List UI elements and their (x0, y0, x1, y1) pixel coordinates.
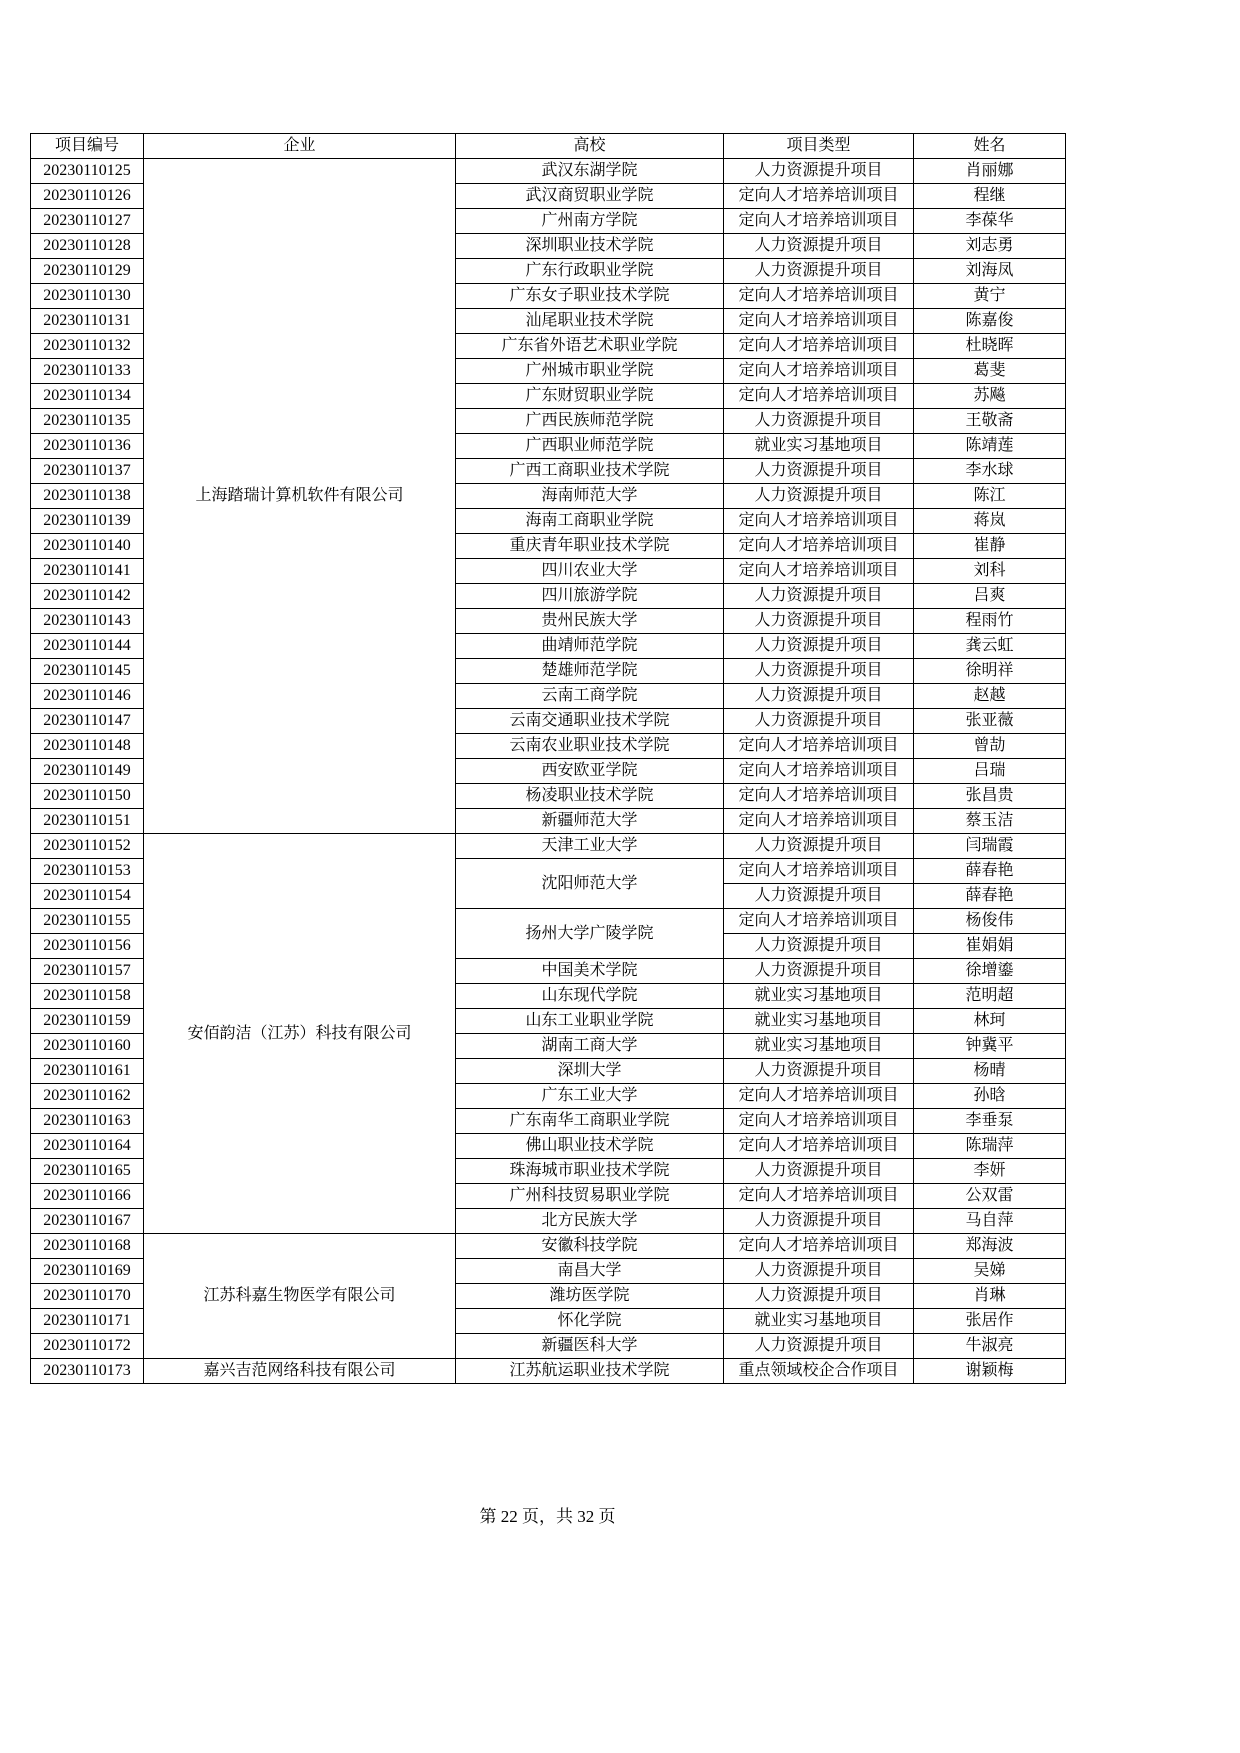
person-name-cell: 吕瑞 (914, 759, 1066, 784)
school-cell: 云南农业职业技术学院 (456, 734, 724, 759)
project-id-cell: 20230110129 (31, 259, 144, 284)
person-name-cell: 吕爽 (914, 584, 1066, 609)
project-type-cell: 定向人才培养培训项目 (724, 334, 914, 359)
project-id-cell: 20230110140 (31, 534, 144, 559)
project-id-cell: 20230110133 (31, 359, 144, 384)
project-type-cell: 定向人才培养培训项目 (724, 909, 914, 934)
project-id-cell: 20230110146 (31, 684, 144, 709)
project-id-cell: 20230110142 (31, 584, 144, 609)
person-name-cell: 陈靖莲 (914, 434, 1066, 459)
person-name-cell: 林珂 (914, 1009, 1066, 1034)
school-cell: 怀化学院 (456, 1309, 724, 1334)
school-cell: 广东省外语艺术职业学院 (456, 334, 724, 359)
project-id-cell: 20230110145 (31, 659, 144, 684)
person-name-cell: 刘志勇 (914, 234, 1066, 259)
person-name-cell: 孙晗 (914, 1084, 1066, 1109)
person-name-cell: 肖琳 (914, 1284, 1066, 1309)
project-type-cell: 人力资源提升项目 (724, 659, 914, 684)
school-cell: 广州城市职业学院 (456, 359, 724, 384)
school-cell: 珠海城市职业技术学院 (456, 1159, 724, 1184)
project-id-cell: 20230110159 (31, 1009, 144, 1034)
school-cell: 广东女子职业技术学院 (456, 284, 724, 309)
project-type-cell: 人力资源提升项目 (724, 1259, 914, 1284)
project-type-cell: 人力资源提升项目 (724, 834, 914, 859)
person-name-cell: 闫瑞霞 (914, 834, 1066, 859)
project-id-cell: 20230110137 (31, 459, 144, 484)
enterprise-cell: 嘉兴吉范网络科技有限公司 (144, 1359, 456, 1384)
project-type-cell: 定向人才培养培训项目 (724, 1134, 914, 1159)
project-id-cell: 20230110158 (31, 984, 144, 1009)
project-id-cell: 20230110131 (31, 309, 144, 334)
person-name-cell: 刘海凤 (914, 259, 1066, 284)
project-id-cell: 20230110153 (31, 859, 144, 884)
project-type-cell: 定向人才培养培训项目 (724, 309, 914, 334)
school-cell: 潍坊医学院 (456, 1284, 724, 1309)
project-id-cell: 20230110162 (31, 1084, 144, 1109)
project-type-cell: 定向人才培养培训项目 (724, 1234, 914, 1259)
project-id-cell: 20230110164 (31, 1134, 144, 1159)
school-cell: 沈阳师范大学 (456, 859, 724, 909)
project-type-cell: 人力资源提升项目 (724, 609, 914, 634)
project-type-cell: 就业实习基地项目 (724, 1309, 914, 1334)
table-row (31, 159, 1066, 184)
person-name-cell: 徐增鎏 (914, 959, 1066, 984)
school-cell: 安徽科技学院 (456, 1234, 724, 1259)
enterprise-cell: 安佰韵洁（江苏）科技有限公司 (144, 834, 456, 1234)
project-type-cell: 人力资源提升项目 (724, 1159, 914, 1184)
project-type-cell: 定向人才培养培训项目 (724, 559, 914, 584)
person-name-cell: 蒋岚 (914, 509, 1066, 534)
person-name-cell: 崔静 (914, 534, 1066, 559)
project-type-cell: 定向人才培养培训项目 (724, 1109, 914, 1134)
person-name-cell: 吴娣 (914, 1259, 1066, 1284)
school-cell: 重庆青年职业技术学院 (456, 534, 724, 559)
school-cell: 杨凌职业技术学院 (456, 784, 724, 809)
table-header-row (31, 134, 1066, 159)
project-id-cell: 20230110148 (31, 734, 144, 759)
project-id-cell: 20230110151 (31, 809, 144, 834)
project-id-cell: 20230110169 (31, 1259, 144, 1284)
project-type-cell: 人力资源提升项目 (724, 959, 914, 984)
school-cell: 南昌大学 (456, 1259, 724, 1284)
person-name-cell: 崔娟娟 (914, 934, 1066, 959)
person-name-cell: 徐明祥 (914, 659, 1066, 684)
project-type-cell: 人力资源提升项目 (724, 459, 914, 484)
project-id-cell: 20230110157 (31, 959, 144, 984)
project-id-cell: 20230110130 (31, 284, 144, 309)
table-row (31, 1359, 1066, 1384)
person-name-cell: 薛春艳 (914, 859, 1066, 884)
school-cell: 佛山职业技术学院 (456, 1134, 724, 1159)
project-id-cell: 20230110138 (31, 484, 144, 509)
project-type-cell: 定向人才培养培训项目 (724, 784, 914, 809)
project-id-cell: 20230110171 (31, 1309, 144, 1334)
person-name-cell: 张亚薇 (914, 709, 1066, 734)
project-type-cell: 人力资源提升项目 (724, 684, 914, 709)
school-cell: 深圳职业技术学院 (456, 234, 724, 259)
table-row (31, 1234, 1066, 1259)
enterprise-cell: 上海踏瑞计算机软件有限公司 (144, 159, 456, 834)
person-name-cell: 李垂泵 (914, 1109, 1066, 1134)
project-type-cell: 定向人才培养培训项目 (724, 359, 914, 384)
project-type-cell: 就业实习基地项目 (724, 984, 914, 1009)
column-header: 项目编号 (31, 134, 144, 159)
person-name-cell: 钟冀平 (914, 1034, 1066, 1059)
project-id-cell: 20230110139 (31, 509, 144, 534)
project-type-cell: 定向人才培养培训项目 (724, 209, 914, 234)
person-name-cell: 赵越 (914, 684, 1066, 709)
project-id-cell: 20230110172 (31, 1334, 144, 1359)
project-type-cell: 重点领域校企合作项目 (724, 1359, 914, 1384)
project-type-cell: 人力资源提升项目 (724, 1334, 914, 1359)
project-id-cell: 20230110173 (31, 1359, 144, 1384)
person-name-cell: 龚云虹 (914, 634, 1066, 659)
school-cell: 云南工商学院 (456, 684, 724, 709)
school-cell: 北方民族大学 (456, 1209, 724, 1234)
person-name-cell: 郑海波 (914, 1234, 1066, 1259)
school-cell: 西安欧亚学院 (456, 759, 724, 784)
project-type-cell: 就业实习基地项目 (724, 1034, 914, 1059)
school-cell: 中国美术学院 (456, 959, 724, 984)
project-type-cell: 定向人才培养培训项目 (724, 384, 914, 409)
project-id-cell: 20230110156 (31, 934, 144, 959)
project-id-cell: 20230110155 (31, 909, 144, 934)
person-name-cell: 程继 (914, 184, 1066, 209)
school-cell: 深圳大学 (456, 1059, 724, 1084)
project-id-cell: 20230110163 (31, 1109, 144, 1134)
project-id-cell: 20230110125 (31, 159, 144, 184)
person-name-cell: 公双雷 (914, 1184, 1066, 1209)
person-name-cell: 肖丽娜 (914, 159, 1066, 184)
project-table (30, 133, 1066, 1384)
enterprise-cell: 江苏科嘉生物医学有限公司 (144, 1234, 456, 1359)
school-cell: 湖南工商大学 (456, 1034, 724, 1059)
page-footer: 第 22 页，共 32 页 (479, 1507, 616, 1526)
project-id-cell: 20230110150 (31, 784, 144, 809)
table-row (31, 834, 1066, 859)
project-type-cell: 就业实习基地项目 (724, 434, 914, 459)
project-id-cell: 20230110136 (31, 434, 144, 459)
person-name-cell: 薛春艳 (914, 884, 1066, 909)
school-cell: 广东行政职业学院 (456, 259, 724, 284)
school-cell: 广东南华工商职业学院 (456, 1109, 724, 1134)
column-header: 高校 (456, 134, 724, 159)
project-id-cell: 20230110134 (31, 384, 144, 409)
project-type-cell: 定向人才培养培训项目 (724, 759, 914, 784)
project-type-cell: 定向人才培养培训项目 (724, 534, 914, 559)
school-cell: 武汉商贸职业学院 (456, 184, 724, 209)
school-cell: 武汉东湖学院 (456, 159, 724, 184)
project-type-cell: 定向人才培养培训项目 (724, 734, 914, 759)
school-cell: 新疆医科大学 (456, 1334, 724, 1359)
project-type-cell: 人力资源提升项目 (724, 234, 914, 259)
school-cell: 扬州大学广陵学院 (456, 909, 724, 959)
school-cell: 山东工业职业学院 (456, 1009, 724, 1034)
project-type-cell: 人力资源提升项目 (724, 259, 914, 284)
project-type-cell: 人力资源提升项目 (724, 159, 914, 184)
project-type-cell: 人力资源提升项目 (724, 884, 914, 909)
person-name-cell: 程雨竹 (914, 609, 1066, 634)
school-cell: 四川农业大学 (456, 559, 724, 584)
project-id-cell: 20230110161 (31, 1059, 144, 1084)
person-name-cell: 曾劼 (914, 734, 1066, 759)
school-cell: 贵州民族大学 (456, 609, 724, 634)
project-id-cell: 20230110167 (31, 1209, 144, 1234)
project-id-cell: 20230110170 (31, 1284, 144, 1309)
school-cell: 云南交通职业技术学院 (456, 709, 724, 734)
person-name-cell: 陈瑞萍 (914, 1134, 1066, 1159)
project-id-cell: 20230110128 (31, 234, 144, 259)
school-cell: 海南工商职业学院 (456, 509, 724, 534)
project-id-cell: 20230110141 (31, 559, 144, 584)
project-id-cell: 20230110143 (31, 609, 144, 634)
school-cell: 广东财贸职业学院 (456, 384, 724, 409)
person-name-cell: 刘科 (914, 559, 1066, 584)
person-name-cell: 李妍 (914, 1159, 1066, 1184)
project-type-cell: 定向人才培养培训项目 (724, 1084, 914, 1109)
column-header: 企业 (144, 134, 456, 159)
project-type-cell: 人力资源提升项目 (724, 1209, 914, 1234)
project-type-cell: 人力资源提升项目 (724, 1284, 914, 1309)
project-id-cell: 20230110127 (31, 209, 144, 234)
person-name-cell: 王敬斋 (914, 409, 1066, 434)
project-id-cell: 20230110166 (31, 1184, 144, 1209)
project-type-cell: 人力资源提升项目 (724, 934, 914, 959)
project-type-cell: 人力资源提升项目 (724, 709, 914, 734)
person-name-cell: 李葆华 (914, 209, 1066, 234)
person-name-cell: 苏飚 (914, 384, 1066, 409)
project-type-cell: 人力资源提升项目 (724, 584, 914, 609)
project-type-cell: 人力资源提升项目 (724, 409, 914, 434)
person-name-cell: 张昌贵 (914, 784, 1066, 809)
project-type-cell: 定向人才培养培训项目 (724, 859, 914, 884)
project-id-cell: 20230110160 (31, 1034, 144, 1059)
school-cell: 广东工业大学 (456, 1084, 724, 1109)
project-type-cell: 人力资源提升项目 (724, 1059, 914, 1084)
school-cell: 广西职业师范学院 (456, 434, 724, 459)
school-cell: 广州南方学院 (456, 209, 724, 234)
project-id-cell: 20230110126 (31, 184, 144, 209)
person-name-cell: 谢颖梅 (914, 1359, 1066, 1384)
person-name-cell: 张居作 (914, 1309, 1066, 1334)
school-cell: 新疆师范大学 (456, 809, 724, 834)
project-type-cell: 定向人才培养培训项目 (724, 809, 914, 834)
person-name-cell: 杨晴 (914, 1059, 1066, 1084)
column-header: 姓名 (914, 134, 1066, 159)
school-cell: 四川旅游学院 (456, 584, 724, 609)
school-cell: 曲靖师范学院 (456, 634, 724, 659)
person-name-cell: 马自萍 (914, 1209, 1066, 1234)
school-cell: 海南师范大学 (456, 484, 724, 509)
school-cell: 广西工商职业技术学院 (456, 459, 724, 484)
school-cell: 汕尾职业技术学院 (456, 309, 724, 334)
school-cell: 广州科技贸易职业学院 (456, 1184, 724, 1209)
school-cell: 楚雄师范学院 (456, 659, 724, 684)
school-cell: 天津工业大学 (456, 834, 724, 859)
project-id-cell: 20230110149 (31, 759, 144, 784)
project-id-cell: 20230110147 (31, 709, 144, 734)
column-header: 项目类型 (724, 134, 914, 159)
project-type-cell: 人力资源提升项目 (724, 634, 914, 659)
person-name-cell: 陈江 (914, 484, 1066, 509)
person-name-cell: 杜晓晖 (914, 334, 1066, 359)
person-name-cell: 蔡玉洁 (914, 809, 1066, 834)
project-type-cell: 定向人才培养培训项目 (724, 284, 914, 309)
project-id-cell: 20230110132 (31, 334, 144, 359)
project-type-cell: 人力资源提升项目 (724, 484, 914, 509)
person-name-cell: 牛淑亮 (914, 1334, 1066, 1359)
project-id-cell: 20230110165 (31, 1159, 144, 1184)
project-id-cell: 20230110168 (31, 1234, 144, 1259)
school-cell: 江苏航运职业技术学院 (456, 1359, 724, 1384)
person-name-cell: 杨俊伟 (914, 909, 1066, 934)
project-type-cell: 定向人才培养培训项目 (724, 184, 914, 209)
project-id-cell: 20230110135 (31, 409, 144, 434)
person-name-cell: 陈嘉俊 (914, 309, 1066, 334)
person-name-cell: 李水球 (914, 459, 1066, 484)
project-type-cell: 就业实习基地项目 (724, 1009, 914, 1034)
person-name-cell: 范明超 (914, 984, 1066, 1009)
project-id-cell: 20230110144 (31, 634, 144, 659)
project-type-cell: 定向人才培养培训项目 (724, 509, 914, 534)
school-cell: 广西民族师范学院 (456, 409, 724, 434)
project-id-cell: 20230110154 (31, 884, 144, 909)
project-id-cell: 20230110152 (31, 834, 144, 859)
person-name-cell: 黄宁 (914, 284, 1066, 309)
person-name-cell: 葛斐 (914, 359, 1066, 384)
school-cell: 山东现代学院 (456, 984, 724, 1009)
project-type-cell: 定向人才培养培训项目 (724, 1184, 914, 1209)
